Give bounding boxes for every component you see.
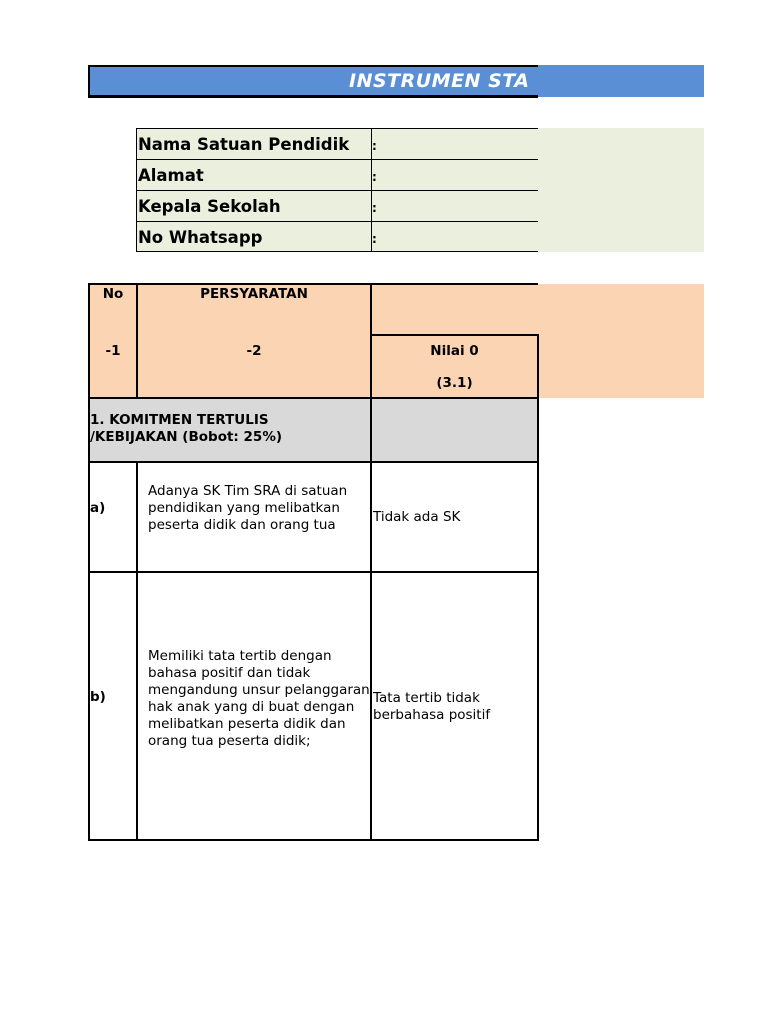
info-row-whatsapp: [136, 221, 538, 252]
grid-line: [88, 283, 90, 841]
grid-line: [537, 334, 539, 841]
info-label: Nama Satuan Pendidik: [138, 135, 350, 154]
info-colon: :: [372, 170, 377, 184]
row-score0-a: Tidak ada SK: [373, 509, 461, 525]
grid-line: [88, 839, 538, 841]
header-requirement: PERSYARATAN: [200, 286, 308, 302]
grid-line: [88, 571, 538, 573]
info-label: Kepala Sekolah: [138, 197, 281, 216]
info-colon: :: [372, 139, 377, 153]
header-score-index: (3.1): [436, 375, 473, 391]
info-label: Alamat: [138, 166, 204, 185]
grid-line: [370, 283, 372, 841]
header-no: No: [102, 286, 124, 302]
info-row-principal: [136, 190, 538, 221]
grid-line: [88, 397, 538, 399]
info-left-border: [136, 128, 137, 252]
grid-line: [136, 461, 138, 841]
section-title-line2: /KEBIJAKAN (Bobot: 25%): [90, 429, 283, 445]
header-score-0: Nilai 0: [430, 343, 479, 359]
info-mid-border: [371, 128, 372, 252]
header-no-index: -1: [105, 343, 121, 359]
info-label: No Whatsapp: [138, 228, 263, 247]
info-colon: :: [372, 232, 377, 246]
document-title: INSTRUMEN STA: [349, 70, 530, 92]
grid-line: [371, 334, 538, 336]
info-row-school-name: [136, 128, 538, 159]
grid-line: [88, 461, 538, 463]
info-row-address: [136, 159, 538, 190]
info-colon: :: [372, 201, 377, 215]
row-id-b: b): [90, 689, 106, 705]
row-score0-b: Tata tertib tidak berbahasa positif: [373, 690, 491, 723]
grid-line: [136, 283, 138, 398]
section-title-line1: 1. KOMITMEN TERTULIS: [90, 412, 269, 428]
row-requirement-a: Adanya SK Tim SRA di satuan pendidikan yang melibatkan peserta didik dan orang tua: [148, 483, 348, 533]
grid-line: [88, 283, 538, 285]
row-requirement-b: Memiliki tata tertib dengan bahasa positif dan tidak mengandung unsur pelanggaran hak anak yang di buat dengan melibatkan peserta didik dan orang tua peserta didik;: [148, 648, 370, 749]
row-id-a: a): [90, 500, 106, 516]
section-title: [90, 412, 370, 446]
header-requirement-index: -2: [246, 343, 262, 359]
